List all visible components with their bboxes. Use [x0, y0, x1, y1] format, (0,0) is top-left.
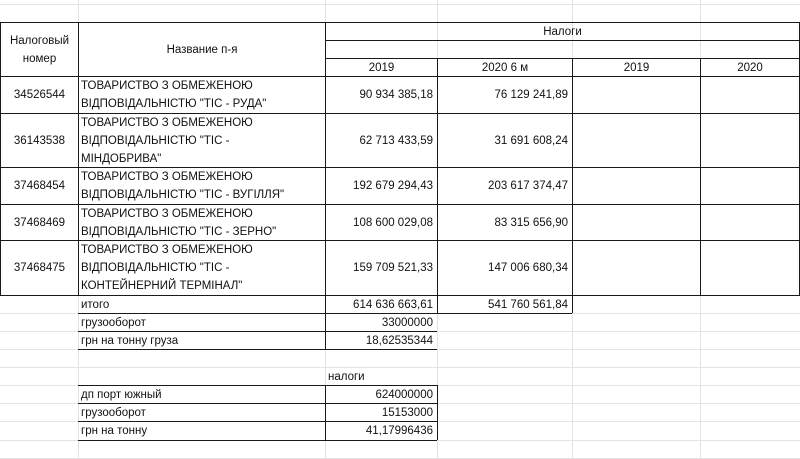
header-2020[interactable]: 2020	[737, 61, 763, 74]
header-company-name[interactable]: Название п-я	[166, 43, 238, 56]
table-border	[78, 349, 437, 350]
value-2019-cell[interactable]: 108 600 029,08	[353, 216, 433, 229]
table-border	[325, 40, 800, 41]
header-tax-number[interactable]: Налоговый номер	[9, 34, 70, 65]
value-2020-cell[interactable]: 31 691 608,24	[494, 134, 568, 147]
value-2019-cell[interactable]: 62 713 433,59	[359, 134, 433, 147]
per-ton-value-cell[interactable]: 18,62535344	[365, 334, 433, 347]
value-2020-cell[interactable]: 147 006 680,34	[488, 262, 568, 274]
value-2020-cell[interactable]: 203 617 374,47	[488, 180, 568, 192]
per-ton-label[interactable]: грн на тонну груза	[81, 334, 179, 347]
port-taxes-label[interactable]: налоги	[328, 370, 365, 383]
company-name-cell[interactable]: ТОВАРИСТВО З ОБМЕЖЕНОЮ ВІДПОВІДАЛЬНІСТЮ "ТІС - РУДА"	[81, 80, 267, 110]
header-2020-6m[interactable]: 2020 6 м	[481, 61, 529, 74]
port-turnover-value-cell[interactable]: 15153000	[381, 406, 433, 419]
value-2019-cell[interactable]: 192 679 294,43	[353, 180, 433, 192]
port-label[interactable]: дп порт южный	[81, 388, 162, 401]
tax-id-cell[interactable]: 37468475	[13, 262, 66, 274]
header-2019-b[interactable]: 2019	[623, 61, 650, 74]
total-2019-cell[interactable]: 614 636 663,61	[353, 298, 433, 311]
table-border	[700, 58, 701, 296]
turnover-label[interactable]: грузооборот	[81, 316, 146, 329]
company-name-cell[interactable]: ТОВАРИСТВО З ОБМЕЖЕНОЮ ВІДПОВІДАЛЬНІСТЮ "ТІС - МІНДОБРИВА"	[81, 117, 253, 165]
turnover-value-cell[interactable]: 33000000	[381, 316, 433, 329]
tax-id-cell[interactable]: 37468454	[13, 180, 66, 192]
port-value-cell[interactable]: 624000000	[375, 388, 433, 401]
company-name-cell[interactable]: ТОВАРИСТВО З ОБМЕЖЕНОЮ ВІДПОВІДАЛЬНІСТЮ "ТІС - КОНТЕЙНЕРНИЙ ТЕРМІНАЛ"	[81, 244, 253, 292]
total-label[interactable]: итого	[81, 298, 110, 311]
tax-id-cell[interactable]: 37468469	[13, 216, 66, 229]
port-per-ton-label[interactable]: грн на тонну	[81, 425, 148, 437]
value-2019-cell[interactable]: 90 934 385,18	[359, 89, 433, 101]
total-2020-cell[interactable]: 541 760 561,84	[488, 298, 568, 311]
header-taxes[interactable]: Налоги	[543, 25, 582, 38]
value-2020-cell[interactable]: 76 129 241,89	[494, 89, 568, 101]
header-2019-a[interactable]: 2019	[368, 61, 395, 74]
tax-id-cell[interactable]: 34526544	[13, 89, 66, 101]
port-per-ton-value-cell[interactable]: 41,17996436	[365, 425, 433, 437]
table-border	[572, 295, 573, 313]
value-2020-cell[interactable]: 83 315 656,90	[494, 216, 568, 229]
table-border	[78, 440, 437, 441]
port-turnover-label[interactable]: грузооборот	[81, 406, 146, 419]
value-2019-cell[interactable]: 159 709 521,33	[353, 262, 433, 274]
company-name-cell[interactable]: ТОВАРИСТВО З ОБМЕЖЕНОЮ ВІДПОВІДАЛЬНІСТЮ "ТІС - ЗЕРНО"	[81, 208, 277, 238]
table-border	[572, 58, 573, 296]
company-name-cell[interactable]: ТОВАРИСТВО З ОБМЕЖЕНОЮ ВІДПОВІДАЛЬНІСТЮ "ТІС - ВУГІЛЛЯ"	[81, 171, 285, 201]
gridline	[0, 4, 800, 5]
tax-id-cell[interactable]: 36143538	[13, 134, 66, 147]
table-border	[437, 385, 438, 440]
